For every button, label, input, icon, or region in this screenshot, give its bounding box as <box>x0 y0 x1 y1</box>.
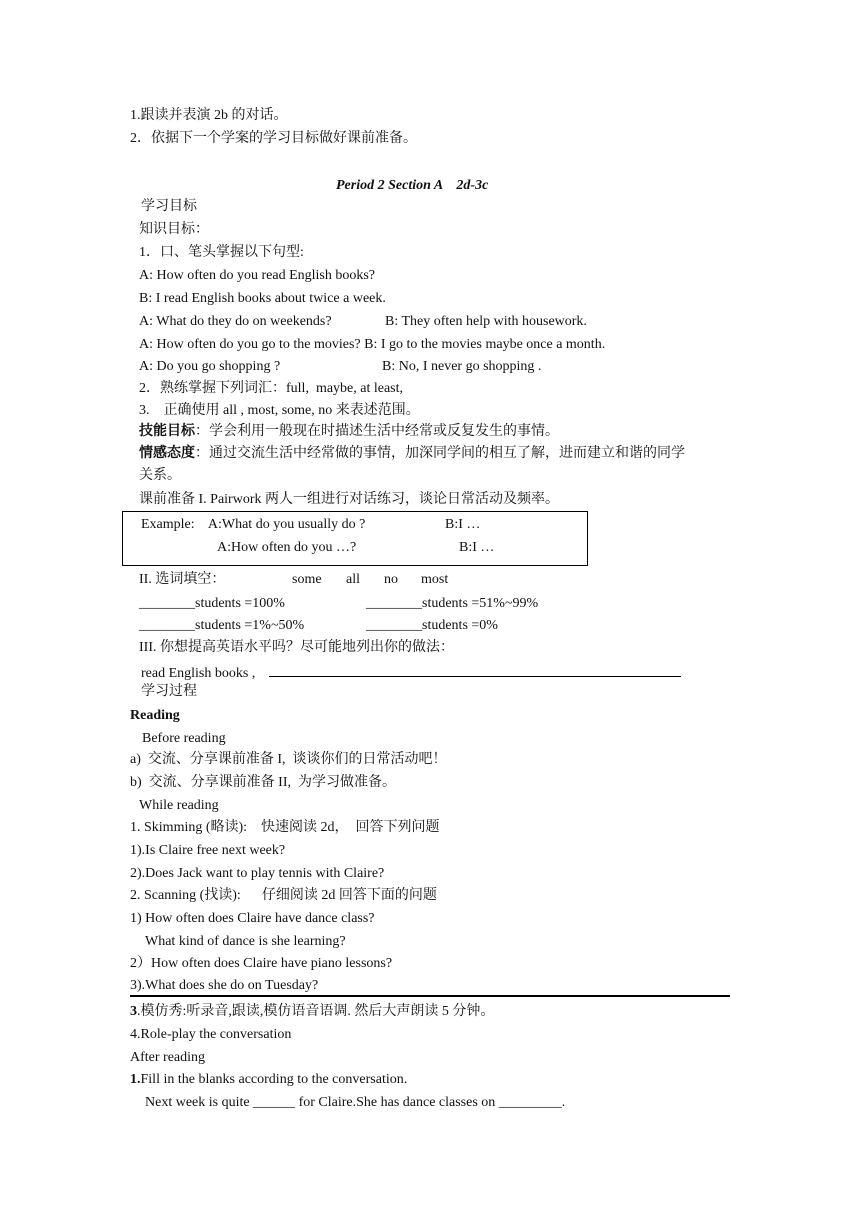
word-choice-most: most <box>421 572 449 587</box>
attitude-objective-text: ：通过交流生活中经常做的事情，加深同学间的相互了解，进而建立和谐的同学 <box>195 446 685 461</box>
fill-in-sentence[interactable]: Next week is quite ______ for Claire.She has dance classes on _________. <box>145 1095 566 1110</box>
sentence-pattern-5b: B: No, I never go shopping . <box>382 359 542 374</box>
before-reading-a: a) 交流、分享课前准备 I, 谈谈你们的日常活动吧！ <box>130 752 447 767</box>
attitude-objective-continued: 关系。 <box>139 468 181 483</box>
fill-blank-3[interactable]: ________students =1%~50% <box>139 618 305 633</box>
attitude-objective <box>139 445 685 463</box>
word-choice-no: no <box>384 572 398 587</box>
sentence-pattern-5a: A: Do you go shopping ? <box>139 359 281 374</box>
fill-blank-2[interactable]: ________students =51%~99% <box>366 596 539 611</box>
fill-blank-1[interactable]: ________students =100% <box>139 596 285 611</box>
skill-objective-label: 技能目标 <box>139 424 195 439</box>
example-line-2-a: A:How often do you …? <box>217 540 357 555</box>
example-line-2-b: B:I … <box>459 540 495 555</box>
heading-learning-process: 学习过程 <box>141 684 197 699</box>
heading-after-reading: After reading <box>130 1050 206 1065</box>
preparation-2-label: II. 选词填空： <box>139 572 226 587</box>
after-reading-task-1 <box>130 1071 407 1089</box>
scanning-question-1: 1) How often does Claire have dance class? <box>130 911 375 926</box>
example-line-1-a: Example: A:What do you usually do ? <box>141 517 366 532</box>
imitation-task-number: 3 <box>130 1004 137 1019</box>
after-reading-task-1-text: Fill in the blanks according to the conversation. <box>140 1072 408 1087</box>
heading-while-reading: While reading <box>139 798 219 813</box>
answer-line-start: read English books , <box>141 666 256 681</box>
heading-reading: Reading <box>130 708 180 723</box>
section-title: Period 2 Section A 2d-3c <box>336 178 489 193</box>
skimming-question-2: 2).Does Jack want to play tennis with Claire? <box>130 866 385 881</box>
sentence-pattern-2: B: I read English books about twice a week. <box>139 291 386 306</box>
imitation-task-text: .模仿秀:听录音,跟读,模仿语音语调. 然后大声朗读 5 分钟。 <box>137 1004 495 1019</box>
heading-learning-objectives: 学习目标 <box>141 199 197 214</box>
role-play-task: 4.Role-play the conversation <box>130 1027 292 1042</box>
example-line-1-b: B:I … <box>445 517 481 532</box>
scanning-question-3: 3).What does she do on Tuesday? <box>130 978 319 993</box>
before-reading-b: b) 交流、分享课前准备 II, 为学习做准备。 <box>130 775 396 790</box>
heading-knowledge-objectives: 知识目标： <box>139 222 209 237</box>
skimming-question-1: 1).Is Claire free next week? <box>130 843 286 858</box>
objective-2-vocabulary: 2．熟练掌握下列词汇：full, maybe, at least, <box>139 381 404 396</box>
word-choice-some: some <box>292 572 322 587</box>
scanning-instruction: 2. Scanning (找读): 仔细阅读 2d 回答下面的问题 <box>130 888 437 903</box>
scanning-question-2: 2）How often does Claire have piano lessons? <box>130 956 393 971</box>
sentence-pattern-4: A: How often do you go to the movies? B: I go to the movies maybe once a month. <box>139 337 606 352</box>
preparation-3-question: III. 你想提高英语水平吗？尽可能地列出你的做法： <box>139 640 454 655</box>
sentence-pattern-1: A: How often do you read English books? <box>139 268 376 283</box>
skimming-instruction: 1. Skimming (略读): 快速阅读 2d， 回答下列问题 <box>130 820 440 835</box>
attitude-objective-label: 情感态度 <box>139 446 195 461</box>
fill-blank-4[interactable]: ________students =0% <box>366 618 498 633</box>
word-choice-all: all <box>346 572 360 587</box>
instruction-line-1: 1.跟读并表演 2b 的对话。 <box>130 108 288 123</box>
scanning-question-1b: What kind of dance is she learning? <box>145 934 346 949</box>
sentence-pattern-3b: B: They often help with housework. <box>385 314 587 329</box>
answer-line <box>141 662 681 683</box>
objective-3-usage: 3. 正确使用 all , most, some, no 来表述范围。 <box>139 403 420 418</box>
after-reading-task-1-number: 1. <box>130 1072 141 1087</box>
objective-1: 1．口、笔头掌握以下句型: <box>139 245 304 260</box>
skill-objective-text: ：学会利用一般现在时描述生活中经常或反复发生的事情。 <box>195 424 559 439</box>
sentence-pattern-3a: A: What do they do on weekends? <box>139 314 332 329</box>
answer-blank[interactable] <box>269 662 681 677</box>
heading-before-reading: Before reading <box>142 731 226 746</box>
instruction-line-2: 2．依据下一个学案的学习目标做好课前准备。 <box>130 131 417 146</box>
imitation-task <box>130 1003 494 1021</box>
preparation-1-pairwork: 课前准备 I. Pairwork 两人一组进行对话练习，谈论日常活动及频率。 <box>139 492 559 507</box>
horizontal-rule <box>130 995 730 997</box>
skill-objective <box>139 423 559 441</box>
